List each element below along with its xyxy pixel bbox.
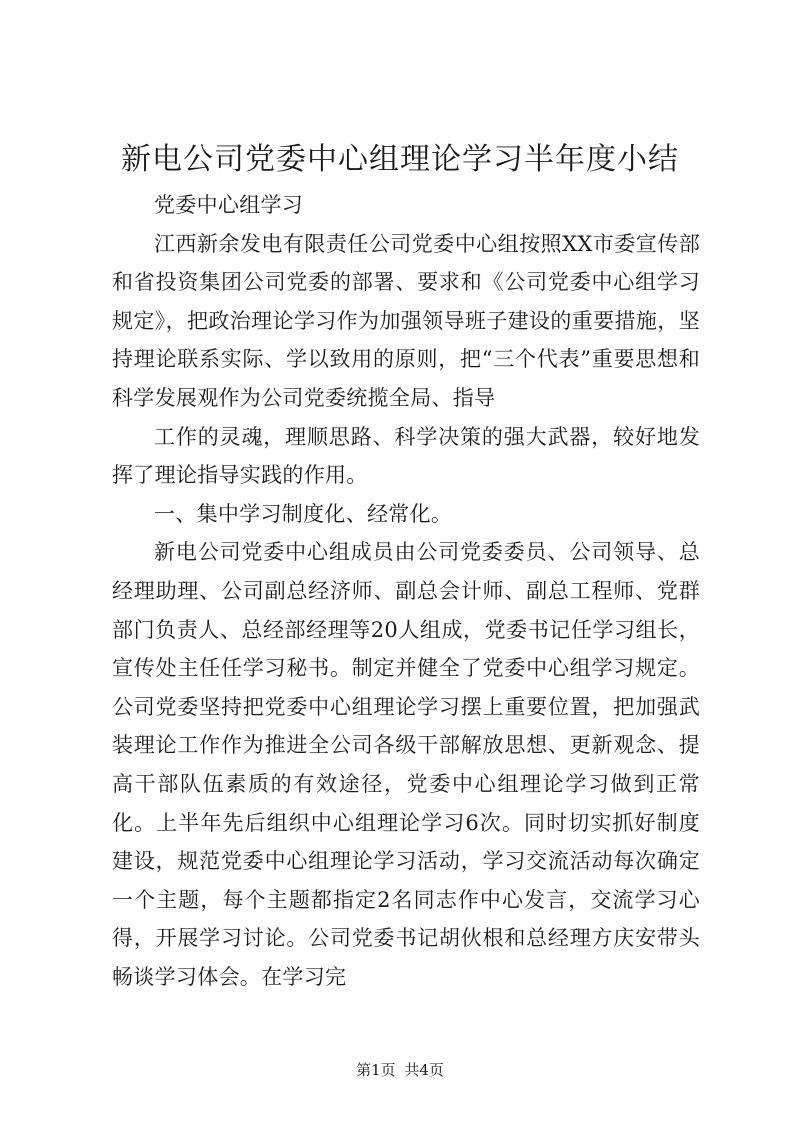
page-total: 共4页: [404, 1061, 444, 1079]
document-title: 新电公司党委中心组理论学习半年度小结: [121, 142, 679, 177]
paragraph: 江西新余发电有限责任公司党委中心组按照XX市委宣传部和省投资集团公司党委的部署、要求和《公司党委中心组学习规定》，把政治理论学习作为加强领导班子建设的重要措施，坚持理论联系实际、学以致用的原则，把“三个代表”重要思想和科学发展观作为公司党委统揽全局、指导: [112, 231, 700, 410]
page-footer: [0, 1060, 800, 1080]
section-heading: 一、集中学习制度化、经常化。: [154, 501, 453, 526]
paragraph: 工作的灵魂，理顺思路、科学决策的强大武器，较好地发挥了理论指导实践的作用。: [112, 424, 700, 488]
paragraph: 新电公司党委中心组成员由公司党委委员、公司领导、总经理助理、公司副总经济师、副总会计师、副总工程师、党群部门负责人、总经部经理等20人组成，党委书记任学习组长，宣传处主任任学习秘书。制定并健全了党委中心组学习规定。公司党委坚持把党委中心组理论学习摆上重要位置，把加强武装理论工作作为推进全公司各级干部解放思想、更新观念、提高干部队伍素质的有效途径，党委中心组理论学习做到正常化。上半年先后组织中心组理论学习6次。同时切实抓好制度建设，规范党委中心组理论学习活动，学习交流活动每次确定一个主题，每个主题都指定2名同志作中心发言，交流学习心得，开展学习讨论。公司党委书记胡伙根和总经理方庆安带头畅谈学习体会。在学习完: [112, 540, 700, 989]
section-heading: 党委中心组学习: [154, 193, 304, 217]
page-number: 第1页: [356, 1061, 396, 1079]
document-body: [112, 186, 700, 996]
